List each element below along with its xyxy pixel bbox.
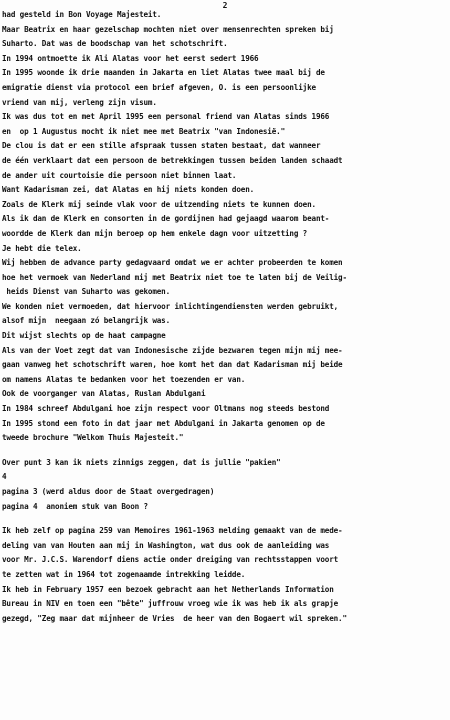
text-line: 4 (2, 472, 7, 482)
text-line: Dit wijst slechts op de haat campagne (2, 331, 166, 341)
text-line: heids Dienst van Suharto was gekomen. (2, 287, 171, 297)
text-line: In 1984 schreef Abdulgani hoe zijn respect voor Oltmans nog steeds bestond (2, 404, 330, 414)
text-line: voor Mr. J.C.S. Warendorf diens actie onder dreiging van rechtsstappen voort (2, 555, 339, 565)
text-line: Als ik dan de Klerk en consorten in de gordijnen had gejaagd waarom beant- (2, 214, 330, 224)
text-line: Over punt 3 kan ik niets zinnigs zeggen, dat is jullie "pakien" (2, 457, 281, 467)
text-line: de één verklaart dat een persoon de betrekkingen tussen beiden landen schaadt (2, 155, 343, 165)
text-line: In 1995 stond een foto in dat jaar met Abdulgani in Jakarta genomen op de (2, 418, 325, 428)
text-line: te zetten wat in 1964 tot zogenaamde intrekking leidde. (2, 569, 246, 579)
text-line: pagina 3 (werd aldus door de Staat overgedragen) (2, 487, 215, 496)
page-number: 2 (222, 1, 228, 10)
text-line: We konden niet vermoeden, dat hiervoor inlichtingendiensten werden gebruikt, (2, 301, 339, 311)
text-line: Als van der Voet zegt dat van Indonesische zijde bezwaren tegen mijn mij mee- (2, 345, 343, 355)
text-line: om namens Alatas te bedanken voor het toezenden er van. (2, 374, 246, 384)
text-line: In 1995 woonde ik drie maanden in Jakarta en liet Alatas twee maal bij de (2, 68, 325, 78)
text-line: Zoals de Klerk mij seinde vlak voor de uitzending niets te kunnen doen. (2, 199, 316, 209)
document-body (2, 8, 448, 626)
text-line: had gesteld in Bon Voyage Majesteit. (2, 10, 162, 19)
text-line: Je hebt die telex. (2, 243, 82, 253)
text-line: woordde de Klerk dan mijn beroep op hem enkele dagn voor uitzetting ? (2, 228, 308, 238)
text-line: deling van van Houten aan mij in Washington, wat dus ook de aanleiding was (2, 540, 330, 550)
text-line: Ik heb in February 1957 een bezoek gebracht aan het Netherlands Information (2, 584, 334, 594)
text-line: De clou is dat er een stille afspraak tussen staten bestaat, dat wanneer (2, 141, 321, 151)
text-line: tweede brochure "Welkom Thuis Majesteit." (2, 433, 184, 443)
text-line: hoe het vermoek van Nederland mij met Beatrix niet toe te laten bij de Veilig- (2, 272, 347, 282)
text-line: vriend van mij, verleng zijn visum. (2, 97, 157, 107)
paragraph-gap (2, 446, 448, 456)
text-line: Wij hebben de advance party gedagvaard omdat we er achter probeerden te komen (2, 258, 343, 268)
text-line: Ik was dus tot en met April 1995 een personal friend van Alatas sinds 1966 (2, 112, 330, 122)
text-line: Ik heb zelf op pagina 259 van Memoires 1961-1963 melding gemaakt van de mede- (2, 526, 343, 536)
text-line: gaan vanweg het schotschrift waren, hoe komt het dan dat Kadarisman mij beide (2, 360, 343, 370)
paragraph-block-1 (2, 8, 448, 446)
paragraph-block-2 (2, 456, 448, 514)
text-line: alsof mijn neegaan zó belangrijk was. (2, 316, 171, 326)
text-line: Bureau in NIV en toen een "bête" juffrouw vroeg wie ik was heb ik als grapje (2, 599, 339, 609)
paragraph-gap (2, 514, 448, 524)
text-line: Suharto. Dat was de boodschap van het schotschrift. (2, 39, 228, 49)
text-line: gezegd, "Zeg maar dat mijnheer de Vries de heer van den Bogaert wil spreken." (2, 613, 347, 623)
text-line: pagina 4 anoniem stuk van Boon ? (2, 501, 148, 511)
text-line: Ook de voorganger van Alatas, Ruslan Abdulgani (2, 389, 206, 399)
paragraph-block-3 (2, 524, 448, 626)
text-line: Maar Beatrix en haar gezelschap mochten niet over mensenrechten spreken bij (2, 24, 334, 34)
text-line: en op 1 Augustus mocht ik niet mee met Beatrix "van Indonesië." (2, 126, 285, 136)
text-line: In 1994 ontmoette ik Ali Alatas voor het eerst sedert 1966 (2, 53, 259, 63)
text-line: de ander uit courtoisie die persoon niet binnen laat. (2, 170, 237, 180)
text-line: Want Kadarisman zei, dat Alatas en hij niets konden doen. (2, 185, 255, 195)
text-line: emigratie dienst via protocol een brief afgeven, O. is een persoonlijke (2, 82, 316, 92)
